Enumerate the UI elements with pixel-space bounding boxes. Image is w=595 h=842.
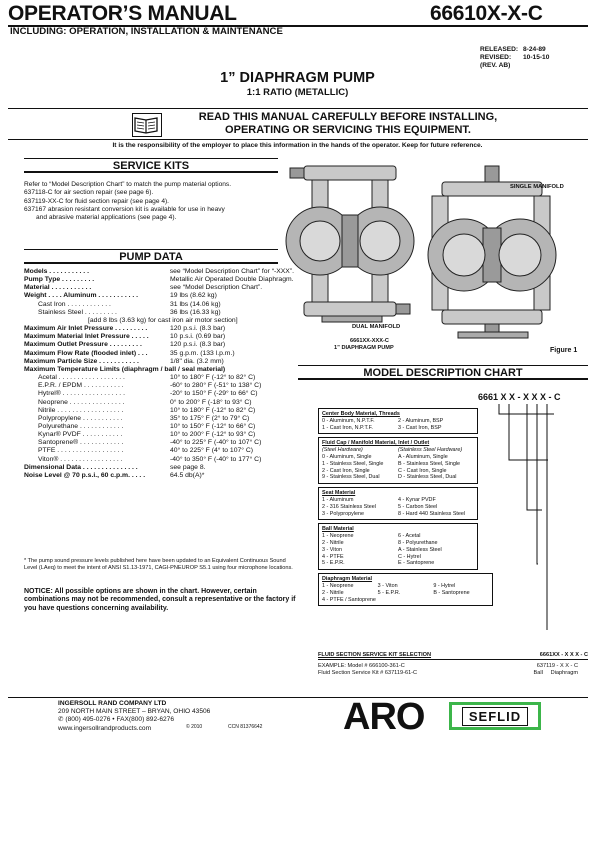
model-number: 66610X-X-C: [430, 2, 543, 25]
pump-data-value: see “Model Description Chart”.: [170, 284, 263, 292]
book-icon: [132, 113, 162, 137]
option-item: 6 - Acetal: [398, 533, 421, 540]
fluid-cap-hdr: (Stainless Steel Hardware): [398, 447, 463, 454]
pump-data-value: 1/8" dia. (3.2 mm): [170, 357, 224, 365]
pump-data-key: E.P.R. / EPDM . . . . . . . . . . .: [38, 382, 124, 390]
option-item: B - Santoprene: [433, 589, 470, 596]
service-kits-line: 637118-C for air section repair (see page 6).: [24, 189, 154, 197]
pump-data-value: 35° to 175° F (2° to 79° C): [170, 414, 250, 422]
seflid-badge: [449, 702, 541, 730]
pump-data-key: Kynar® PVDF . . . . . . . . . . .: [38, 431, 123, 439]
pump-data-value: [add 8 lbs (3.63 kg) for cast iron air motor section]: [88, 316, 238, 324]
sound-footnote: * The pump sound pressure levels published here have been updated to an Equivalent Continuous Sound Level (LAeq) to meet the intent of ANSI S1.13-1971, CAGI-PNEUROP S5.1 using four microphone locations.: [24, 558, 293, 571]
option-item: A - Aluminum, Single: [398, 453, 448, 460]
diaphragm-title: Diaphragm Material: [322, 576, 373, 583]
fluid-kit-number: 637119 - X X - C: [536, 663, 578, 669]
pump-data-key: Weight . . . . Aluminum . . . . . . . . . . .: [24, 292, 139, 300]
pump-data-key: Maximum Temperature Limits (diaphragm / ball / seal material): [24, 365, 226, 373]
pump-data-row: [24, 358, 294, 366]
center-body-box: [318, 408, 478, 434]
pump-data-row: [24, 333, 294, 341]
pump-data-row: [24, 317, 294, 325]
pump-data-row: [24, 464, 294, 472]
ccn-number: CCN 81376642: [228, 724, 263, 730]
aro-logo: ARO: [343, 696, 425, 738]
pump-data-value: see page 8.: [170, 463, 206, 471]
pump-data-row: [24, 350, 294, 358]
model-chart: [318, 390, 588, 609]
pump-data-value: -40° to 225° F (-40° to 107° C): [170, 439, 262, 447]
pump-data-row: [24, 423, 294, 431]
pump-data-row: [24, 399, 294, 407]
option-item: 8 - Hard 440 Stainless Steel: [398, 510, 466, 517]
manual-subtitle: INCLUDING: OPERATION, INSTALLATION & MAINTENANCE: [10, 26, 283, 37]
model-code: 6661 X X - X X X - C: [478, 392, 561, 402]
seat-title: Seat Material: [322, 490, 356, 497]
pump-data-value: 10° to 200° F (-12° to 93° C): [170, 431, 256, 439]
diaphragm-label: Diaphragm: [550, 670, 578, 676]
pump-data-row: [24, 276, 294, 284]
option-item: 8 - Polyurethane: [398, 539, 438, 546]
fluid-kit-code: 6661XX - X X X - C: [539, 652, 588, 658]
release-info: [480, 46, 549, 70]
pump-data-heading: PUMP DATA: [24, 249, 278, 264]
fluid-kit-example: Fluid Section Service Kit # 637119-61-C: [318, 670, 418, 676]
option-item: 5 - E.P.R.: [377, 589, 401, 596]
company-website[interactable]: www.ingersollrandproducts.com: [58, 724, 152, 732]
pump-data-value: 0° to 200° F (-18° to 93° C): [170, 398, 252, 406]
service-kits-text: [24, 181, 284, 222]
pump-data-row: [24, 341, 294, 349]
footer-rule: [8, 697, 588, 698]
option-item: 4 - PTFE: [322, 553, 344, 560]
pump-data-key: Maximum Flow Rate (flooded inlet) . . .: [24, 349, 148, 357]
pump-data-key: Maximum Air Inlet Pressure . . . . . . . . .: [24, 325, 148, 333]
pump-data-key: [24, 317, 88, 325]
pump-data-value: 19 lbs (8.62 kg): [170, 292, 217, 300]
option-item: 3 - Polypropylene: [322, 510, 364, 517]
service-kits-heading: SERVICE KITS: [24, 158, 278, 173]
seat-box: [318, 487, 478, 520]
pump-data-key: Polyurethane . . . . . . . . . . . .: [38, 422, 124, 430]
pump-data-value: -40° to 350° F (-40° to 177° C): [170, 455, 262, 463]
pump-data-value: Metallic Air Operated Double Diaphragm.: [170, 276, 294, 284]
company-name: INGERSOLL RAND COMPANY LTD: [58, 700, 167, 707]
pump-data-key: Neoprene . . . . . . . . . . . . . . .: [38, 398, 125, 406]
pump-data-row: [24, 309, 294, 317]
pump-data-value: see “Model Description Chart” for “-XXX”.: [169, 268, 294, 275]
option-item: B - Stainless Steel, Single: [398, 460, 461, 467]
pump-data-row: [24, 284, 294, 292]
center-body-title: Center Body Material, Threads: [322, 411, 400, 417]
service-kits-line: 637119-XX-C for fluid section repair (see page 4).: [24, 197, 170, 205]
pump-data-value: 10° to 180° F (-12° to 82° C): [170, 406, 256, 414]
option-item: C - Hytrel: [398, 553, 421, 560]
manual-title: OPERATOR’S MANUAL: [8, 2, 237, 25]
pump-data-value: 10° to 180° F (-12° to 82° C): [170, 374, 256, 382]
ball-box: [318, 523, 478, 570]
pump-data-key: Material . . . . . . . . . . .: [24, 284, 92, 292]
pump-data-key: Acetal . . . . . . . . . . . . . . . . . .: [38, 374, 125, 382]
pump-data-value: 10 p.s.i. (0.69 bar): [170, 333, 226, 341]
option-item: 4 - PTFE / Santoprene: [322, 596, 376, 603]
pump-data-key: Viton® . . . . . . . . . . . . . . . . .: [38, 455, 123, 463]
pump-data-list: [24, 268, 294, 480]
fluid-cap-box: [318, 437, 478, 484]
released-value: 8-24-89: [523, 46, 546, 53]
option-item: 3 - Viton: [377, 582, 398, 589]
diaphragm-box: [318, 573, 493, 606]
pump-data-key: Cast Iron . . . . . . . . . . . .: [38, 300, 111, 308]
pump-data-row: [24, 447, 294, 455]
model-chart-heading: MODEL DESCRIPTION CHART: [298, 365, 588, 380]
copyright: © 2010: [186, 724, 203, 730]
pump-data-key: Santoprene® . . . . . . . . . . . .: [38, 439, 124, 447]
option-item: 2 - 316 Stainless Steel: [322, 503, 376, 510]
read-warning-line1: READ THIS MANUAL CAREFULLY BEFORE INSTALLING,: [198, 111, 498, 123]
pump-data-key: Hytrel® . . . . . . . . . . . . . . . . .: [38, 390, 125, 398]
pump-data-key: Dimensional Data . . . . . . . . . . . . . . .: [24, 463, 138, 471]
pump-figure: [282, 160, 587, 360]
fluid-kit-example: EXAMPLE: Model # 666100-361-C: [318, 663, 405, 669]
pump-data-row: [24, 268, 294, 276]
pump-data-row: [24, 301, 294, 309]
fluid-kit-title: FLUID SECTION SERVICE KIT SELECTION: [318, 652, 432, 658]
option-item: C - Cast Iron, Single: [398, 467, 447, 474]
figure-model-label: 6661XX-XXX-C: [350, 338, 389, 344]
pump-data-value: -20° to 150° F (-29° to 66° C): [170, 390, 258, 398]
option-item: 1 - Neoprene: [322, 582, 354, 589]
read-warning: [168, 111, 528, 136]
option-item: A - Stainless Steel: [398, 546, 442, 553]
option-item: 2 - Aluminum, BSP: [398, 417, 444, 424]
pump-data-row: [24, 472, 294, 480]
fluid-cap-title: Fluid Cap / Manifold Material, Inlet / Outlet: [322, 440, 430, 447]
pump-data-key: Maximum Material Inlet Pressure . . . . .: [24, 333, 149, 341]
option-item: 1 - Aluminum: [322, 496, 354, 503]
pump-data-value: -60° to 280° F (-51° to 138° C): [170, 382, 262, 390]
pump-data-value: 35 g.p.m. (133 l.p.m.): [170, 349, 235, 357]
option-item: 5 - Carbon Steel: [398, 503, 438, 510]
option-item: 1 - Cast Iron, N.P.T.F.: [322, 424, 373, 431]
fluid-kit-section: [318, 652, 588, 677]
pump-title: 1” DIAPHRAGM PUMP: [220, 70, 375, 86]
company-phone: (800) 495-0276 • FAX(800) 892-6276: [65, 716, 174, 724]
service-kits-line: Refer to “Model Description Chart” to match the pump material options.: [24, 181, 232, 188]
revision: (REV. AB): [480, 62, 511, 69]
ball-title: Ball Material: [322, 526, 354, 533]
option-item: 2 - Nitrile: [322, 589, 344, 596]
released-label: RELEASED:: [480, 46, 519, 53]
pump-data-key: Models . . . . . . . . . . .: [24, 268, 89, 275]
pump-data-value: 120 p.s.i. (8.3 bar): [170, 341, 226, 349]
pump-data-row: [24, 407, 294, 415]
option-item: 3 - Viton: [322, 546, 342, 553]
pump-subtitle: 1:1 RATIO (METALLIC): [246, 87, 349, 98]
pump-data-value: 31 lbs (14.06 kg): [170, 300, 221, 308]
option-item: E - Santoprene: [398, 560, 435, 567]
pump-data-key: PTFE . . . . . . . . . . . . . . . . . .: [38, 447, 124, 455]
option-item: 4 - Kynar PVDF: [398, 496, 436, 503]
pump-data-key: Maximum Particle Size . . . . . . . . . . .: [24, 357, 139, 365]
pump-data-value: 120 p.s.i. (8.3 bar): [170, 325, 226, 333]
dual-manifold-label: DUAL MANIFOLD: [352, 324, 401, 330]
service-kits-line: 637167 abrasion resistant conversion kit is available for use in heavy: [24, 205, 225, 213]
pump-data-row: [24, 415, 294, 423]
pump-data-row: [24, 325, 294, 333]
seflid-logo: SEFLID: [462, 707, 528, 726]
phone-icon: ✆: [58, 716, 64, 724]
option-item: 1 - Stainless Steel, Single: [322, 460, 384, 467]
option-item: 3 - Cast Iron, BSP: [398, 424, 442, 431]
revised-value: 10-15-10: [523, 54, 550, 61]
option-item: 0 - Aluminum, N.P.T.F.: [322, 417, 375, 424]
pump-data-row: [24, 366, 294, 374]
pump-data-key: Noise Level @ 70 p.s.i., 60 c.p.m. . . . .: [24, 471, 146, 479]
pump-data-key: Polypropylene . . . . . . . . . . .: [38, 414, 123, 422]
option-item: 0 - Aluminum, Single: [322, 453, 372, 460]
single-manifold-label: SINGLE MANIFOLD: [510, 184, 564, 190]
pump-data-value: 36 lbs (16.33 kg): [170, 308, 221, 316]
service-kits-line: and abrasive material applications (see page 4).: [36, 214, 177, 222]
option-item: 5 - E.P.R.: [322, 560, 345, 567]
figure-pump-label: 1” DIAPHRAGM PUMP: [334, 345, 394, 351]
revised-label: REVISED:: [480, 54, 512, 61]
pump-data-key: Maximum Outlet Pressure . . . . . . . . .: [24, 341, 142, 349]
option-item: 2 - Nitrile: [322, 539, 344, 546]
option-item: 9 - Hytrel: [433, 582, 456, 589]
pump-data-value: 64.5 db(A)*: [170, 471, 205, 479]
option-item: 9 - Stainless Steel, Dual: [322, 474, 380, 481]
pump-data-key: Stainless Steel . . . . . . . . .: [38, 308, 117, 316]
figure-number: Figure 1: [550, 347, 578, 354]
option-item: D - Stainless Steel, Dual: [398, 474, 457, 481]
responsibility-note: It is the responsibility of the employer to place this information in the hands of the operator. Keep for future reference.: [112, 142, 483, 149]
pump-data-value: 10° to 150° F (-12° to 66° C): [170, 422, 256, 430]
pump-data-value: 40° to 225° F (4° to 107° C): [170, 447, 254, 455]
pump-data-row: [24, 456, 294, 464]
read-warning-line2: OPERATING OR SERVICING THIS EQUIPMENT.: [225, 123, 471, 136]
pump-illustration: [282, 160, 587, 360]
pump-data-row: [24, 390, 294, 398]
ball-label: Ball: [533, 670, 543, 676]
company-address: 209 NORTH MAIN STREET – BRYAN, OHIO 43506: [58, 708, 211, 716]
notice-text: NOTICE: All possible options are shown in the chart. However, certain combinations may not be recommended, consult a representative or the factory if you have questions concerning availability.: [24, 588, 296, 612]
fluid-cap-hdr: (Steel Hardware): [322, 447, 363, 454]
pump-data-key: Pump Type . . . . . . . . .: [24, 276, 95, 284]
pump-data-row: [24, 292, 294, 300]
option-item: 1 - Neoprene: [322, 533, 354, 540]
pump-data-key: Nitrile . . . . . . . . . . . . . . . . . .: [38, 406, 124, 414]
pump-data-row: [24, 374, 294, 382]
pump-data-row: [24, 439, 294, 447]
option-item: 2 - Cast Iron, Single: [322, 467, 370, 474]
